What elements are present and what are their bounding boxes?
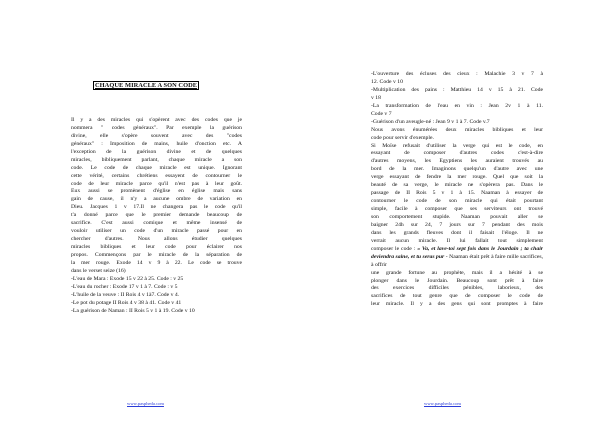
- text-line: Si Moïse refusait d'utiliser la verge qui est le code, en: [371, 142, 543, 149]
- text-line: miracles, bibliquement parlant, chaque miracle a son: [71, 156, 242, 163]
- text-line: gain de cause, il n'y a aucune ombre de variation en: [71, 196, 242, 203]
- list-item: 12. Code v 10: [371, 78, 403, 85]
- chapter-heading: CHAQUE MIRACLE A SON CODE: [95, 82, 198, 89]
- list-item: -La transformation de l'eau en vin : Jean 2v 1 à 11.: [371, 102, 543, 109]
- text-fragment: composer le code :: [371, 245, 418, 252]
- list-item: -Multiplication des pains : Matthieu 14 v 15 à 21. Code: [371, 86, 543, 93]
- text-line: bord de la mer. Imaginons quelqu'un d'autre avec une: [371, 166, 543, 173]
- text-line: d'autres moyens, les Egyptiens les auraient trouvés au: [371, 158, 543, 165]
- text-line: généraux" : Imposition de mains, huile d'onction etc. A: [71, 140, 242, 147]
- quote-block: [371, 246, 543, 270]
- right-column-text: [371, 71, 543, 309]
- text-line: dans les grands fleuves dont il faisait l'éloge. Il ne: [371, 229, 543, 236]
- list-item: -L'eau du rocher : Exode 17 v 1 à 7. Code : v 5: [71, 283, 178, 290]
- text-line: des exercices difficiles pénibles, laborieux, des: [371, 285, 543, 292]
- list-item: -La guérison de Naman : II Rois 5 v 1 à 19. Code v 10: [71, 307, 195, 314]
- text-line: son comportement stupide. Naaman pouvait aller se: [371, 213, 543, 220]
- right-page: [300, 0, 600, 424]
- text-line: nommera " codes généraux". Par exemple la guérison: [71, 124, 242, 131]
- text-line: sacrifices de tout genre que de composer le code de: [371, 293, 543, 300]
- list-item: v 18: [371, 94, 381, 101]
- scripture-quote-end: pur: [436, 253, 445, 260]
- text-line: leur miracle. Il y a des gens qui sont promptes à faire: [371, 301, 543, 308]
- text-line: Eux aussi se promènent d'église en église mais sans: [71, 188, 242, 195]
- footer-link[interactable]: www.paspheda.com: [424, 401, 461, 406]
- text-line: vouloir utiliser un code d'un miracle passé pour en: [71, 228, 242, 235]
- list-item: -L'ouverture des écluses des cieux : Malachie 3 v 7 à: [371, 71, 543, 77]
- left-column-text: [71, 117, 242, 316]
- text-line: code. Le code de chaque miracle est unique. Ignorant: [71, 164, 242, 171]
- text-line: chercher d'autres. Nous allons étudier quelques: [71, 236, 242, 243]
- text-line: Nous avons énumérées deux miracles bibliques et leur: [371, 126, 543, 133]
- footer-link[interactable]: www.paspheda.com: [127, 401, 164, 406]
- list-item: Code v 7: [371, 110, 392, 117]
- list-item: -Guérison d'un aveugle-né : Jean 9 v 1 à 7. Code v.7: [371, 118, 490, 125]
- list-item: -L'eau de Mara : Exode 15 v 22 à 25. Code : v 25: [71, 275, 184, 282]
- text-line: beauté de sa verge, le miracle ne s'opèrera pas. Dans le: [371, 182, 543, 189]
- text-line: Dieu. Jacques 1 v 17.Il ne changera pas le code qu'il: [71, 204, 242, 211]
- text-line: plonger dans le Jourdain. Beaucoup sont prêt à faire: [371, 277, 543, 284]
- text-line: simple, facile à composer que ses serviteurs ont trouvé: [371, 206, 543, 213]
- text-line: code pour servir d'exemple.: [371, 134, 434, 141]
- text-line: code de leur miracle parce qu'il n'est pas à leur goût.: [71, 180, 242, 187]
- text-line: essayant de composer d'autres codes c'est-à-dire: [371, 150, 543, 157]
- text-line: dans le verset seize (16): [71, 267, 126, 274]
- text-line: passage de II Rois 5 v 1 à 15. Naaman à essayer de: [371, 190, 543, 197]
- text-line: l'exception de la guérison divine et de quelques: [71, 148, 242, 155]
- text-line: la mer rouge. Exode 14 v 9 à 22. Le code se trouve: [71, 259, 242, 266]
- text-line: miracles bibliques et leur code pour éclairer nos: [71, 244, 242, 250]
- text-line: verrait aucun miracle. Il lui fallait tout simplement: [371, 237, 543, 244]
- text-line: contourner le code de son miracle qui était pourtant: [371, 198, 543, 205]
- scripture-quote: « Va, et lave-toi sept fois dans le Jourdain ; ta chair deviendra saine, et tu seras: [371, 245, 543, 260]
- list-item: -L'huile de la veuve : II Rois 4 v 1à7. Code v 4.: [71, 291, 180, 298]
- text-line: Il y a des miracles qui s'opèrent avec des codes que je: [71, 117, 242, 123]
- text-line: cette vérité, certains chrétiens essayent de contourner le: [71, 172, 242, 179]
- text-line: baigner 24h sur 24, 7 jours sur 7 pendant des mois: [371, 221, 543, 228]
- text-line: divine, elle s'opère souvent avec des "codes: [71, 132, 242, 139]
- text-line: une grande fortune au prophète, mais il a hésité à se: [371, 269, 543, 276]
- text-line: propos. Commençons par le miracle de la séparation de: [71, 251, 242, 258]
- text-fragment: - Naaman était prêt à faire mille sacrifices, à offrir: [371, 253, 543, 268]
- list-item: -Le pot du potage II Rois 4 v 38 à 41. Code v 41: [71, 299, 182, 306]
- text-line: verge essayant de fendre la mer rouge. Quel que soit la: [371, 174, 543, 181]
- text-line: t'a donné parce que le premier demande beaucoup de: [71, 212, 242, 219]
- text-line: sacrifice. C'est aussi comique et même insensé de: [71, 220, 242, 227]
